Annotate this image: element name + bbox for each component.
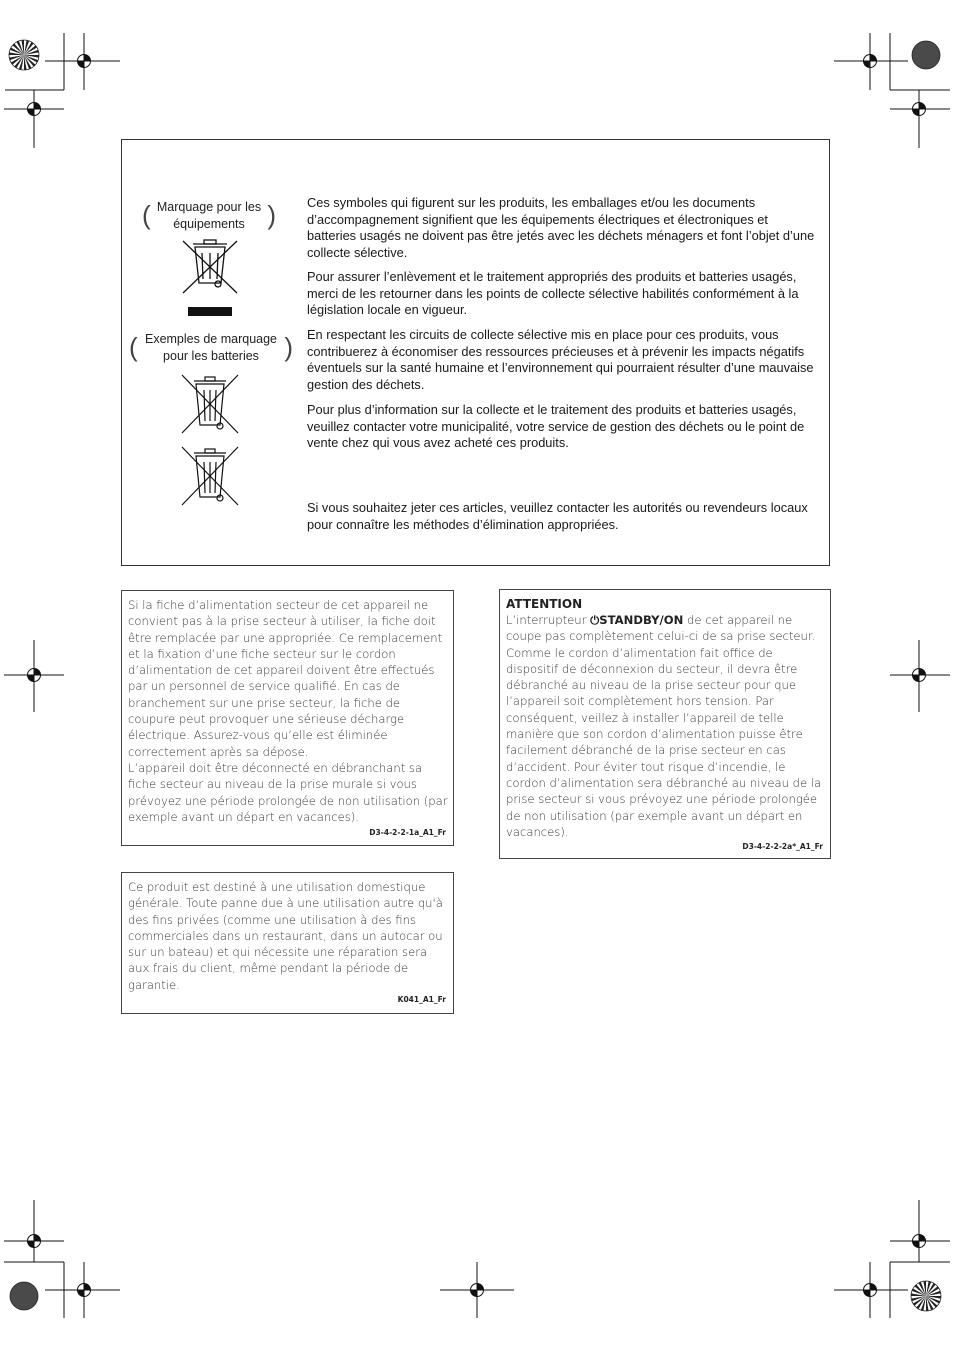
- equipment-marking-label: ( ) Marquage pour les équipements: [142, 200, 276, 231]
- starburst-icon: [9, 40, 39, 70]
- power-icon: ⏻: [590, 613, 600, 627]
- attention-text: L’interrupteur ⏻STANDBY/ON de cet appareil ne coupe pas complètement celui-ci de sa prise secteur. Comme le cordon d’alimentation fait office de dispositif de déconnexion du secteur, il devra être débranché au niveau de la prise secteur pour que l’appareil soit complètement hors tension. Par conséquent, veillez à installer l’appareil de telle manière que son cordon d’alimentation puisse être facilement débranché de la prise secteur en cas d’accident. Pour éviter tout risque d’incendie, le cordon d’alimentation sera débranché au niveau de la prise secteur si vous prévoyez une période prolongée de non utilisation (par exemple avant un départ en vacances).: [506, 613, 822, 839]
- weee-paragraph-1: Ces symboles qui figurent sur les produits, les emballages et/ou les documents d’accompagnement signifient que les équipements électriques et électroniques et batteries usagés ne doivent pas être jetés avec les déchets ménagers et font l’objet d’une collecte sélective.: [307, 195, 815, 260]
- attention-notice-code: D3-4-2-2-2a*_A1_Fr: [742, 842, 823, 851]
- weee-paragraph-2: Pour assurer l’enlèvement et le traitement appropriés des produits et batteries usagés, merci de les retourner dans les points de collecte sélective habilités conformément à la législation locale en vigueur.: [307, 269, 799, 317]
- crossed-out-bin-equipment-icon: [179, 237, 241, 317]
- domestic-use-notice-box: [121, 872, 454, 1014]
- plug-notice-text-2: L’appareil doit être déconnecté en débranchant sa fiche secteur au niveau de la prise murale si vous prévoyez une période prolongée de non utilisation (par exemple avant un départ en vacances).: [128, 760, 448, 824]
- standby-on-label: STANDBY/ON: [599, 613, 684, 627]
- weee-paragraph-4: Pour plus d’information sur la collecte et le traitement des produits et batteries usagés, veuillez contacter votre municipalité, votre service de gestion des déchets ou le point de vente chez qui vous avez acheté ces produits.: [307, 402, 805, 450]
- starburst-icon: [911, 1281, 941, 1311]
- domestic-notice-code: K041_A1_Fr: [397, 995, 446, 1004]
- plug-notice-text-1: Si la fiche d’alimentation secteur de cet appareil ne convient pas à la prise secteur à utiliser, la fiche doit être remplacée par une appropriée. Ce remplacement et la fixation d’une fiche secteur sur le cordon d’alimentation de cet appareil doivent être effectués par un personnel de service qualifié. En cas de branchement sur une prise secteur, la fiche de coupure peut provoquer une sérieuse décharge électrique. Assurez-vous qu’elle est éliminée correctement après sa dépose.: [128, 598, 443, 759]
- domestic-use-text: Ce produit est destiné à une utilisation domestique générale. Toute panne due à une utilisation autre qu'à des fins privées (comme une utilisation à des fins commerciales dans un restaurant, dans un autocar ou sur un bateau) et qui nécessite une réparation sera aux frais du client, même pendant la période de garantie.: [128, 880, 443, 992]
- battery-marking-label: ( ) Exemples de marquage pour les batteries: [129, 332, 293, 363]
- weee-paragraph-5: Si vous souhaitez jeter ces articles, veuillez contacter les autorités ou revendeurs locaux pour connaître les méthodes d’élimination appropriées.: [307, 500, 808, 532]
- plug-notice-box: [121, 590, 454, 846]
- weee-paragraph-3: En respectant les circuits de collecte sélective mis en place pour ces produits, vous contribuerez à économiser des ressources précieuses et à prévenir les impacts négatifs éventuels sur la santé humaine et l’environnement qui pourraient résulter d’une mauvaise gestion des déchets.: [307, 327, 814, 392]
- crossed-out-bin-battery-icon: [180, 373, 240, 435]
- plug-notice-code: D3-4-2-2-1a_A1_Fr: [369, 828, 446, 837]
- weee-info-box: [121, 139, 830, 566]
- attention-heading: ATTENTION: [506, 597, 583, 611]
- attention-notice-box: [499, 589, 831, 859]
- crossed-out-bin-battery-icon-2: [180, 445, 240, 507]
